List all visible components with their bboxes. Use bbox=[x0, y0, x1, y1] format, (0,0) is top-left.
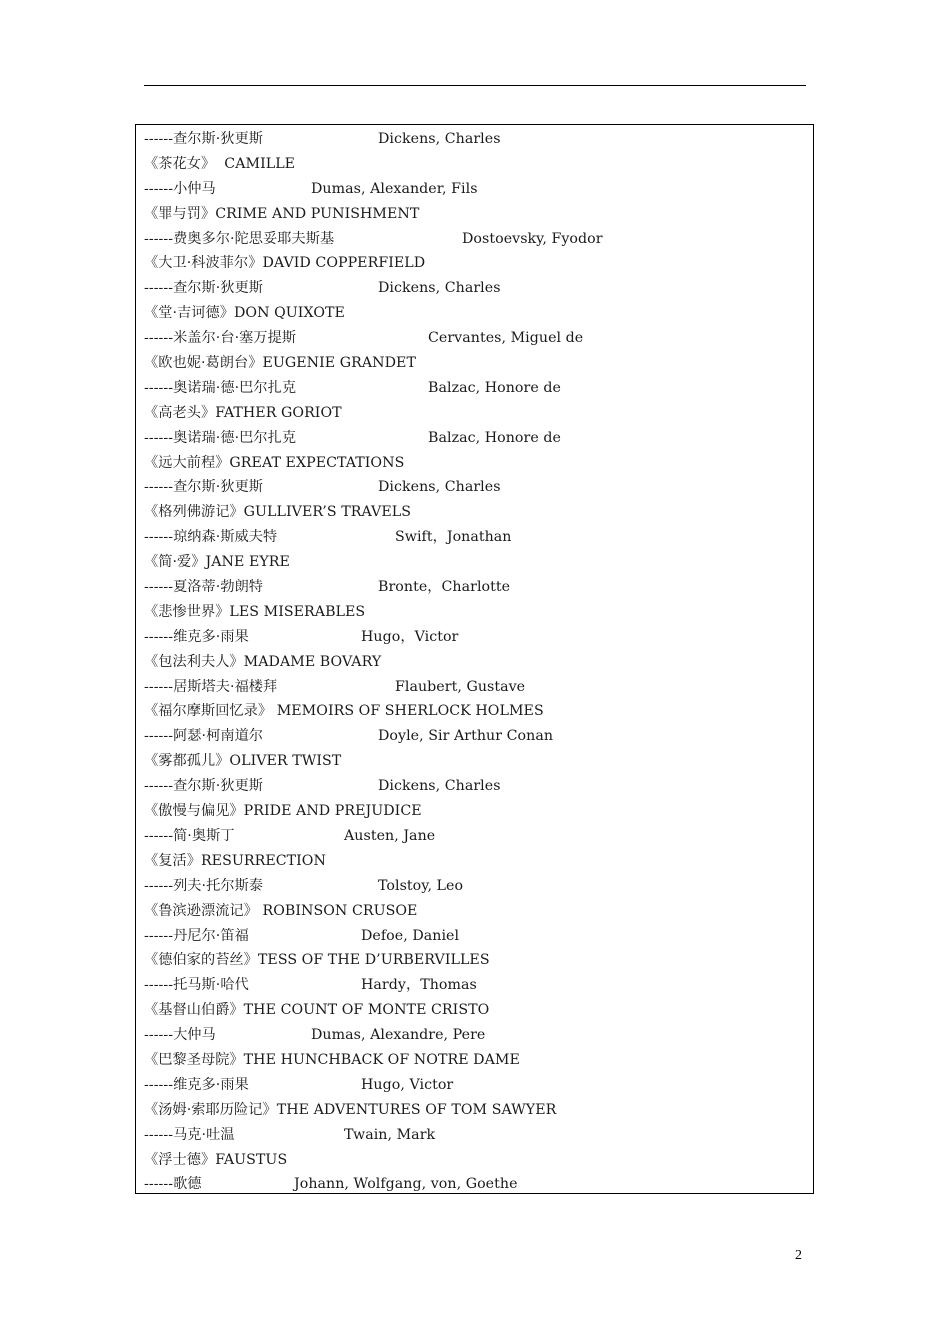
book-list-box bbox=[135, 124, 814, 1194]
author-line bbox=[144, 724, 809, 749]
author-english-name: Hugo，Victor bbox=[361, 628, 459, 645]
author-chinese-name: ------马克·吐温 bbox=[144, 1126, 235, 1143]
author-line bbox=[144, 973, 809, 998]
book-title-line: 《傲慢与偏见》PRIDE AND PREJUDICE bbox=[144, 803, 422, 820]
author-line bbox=[144, 177, 809, 202]
author-line bbox=[144, 475, 809, 500]
author-chinese-name: ------琼纳森·斯威夫特 bbox=[144, 529, 278, 546]
book-title-line: 《浮士德》FAUSTUS bbox=[144, 1151, 288, 1168]
author-line bbox=[144, 575, 809, 600]
author-chinese-name: ------歌德 bbox=[144, 1176, 202, 1193]
author-line bbox=[144, 1172, 809, 1197]
author-line bbox=[144, 376, 809, 401]
author-chinese-name: ------丹尼尔·笛福 bbox=[144, 927, 249, 944]
book-title-line: 《基督山伯爵》THE COUNT OF MONTE CRISTO bbox=[144, 1002, 490, 1019]
book-title-line: 《雾都孤儿》OLIVER TWIST bbox=[144, 753, 342, 770]
author-english-name: Hardy，Thomas bbox=[361, 977, 477, 994]
author-chinese-name: ------查尔斯·狄更斯 bbox=[144, 778, 264, 795]
book-title-line: 《鲁滨逊漂流记》 ROBINSON CRUSOE bbox=[144, 902, 418, 919]
book-title-line: 《巴黎圣母院》THE HUNCHBACK OF NOTRE DAME bbox=[144, 1051, 520, 1068]
author-chinese-name: ------托马斯·哈代 bbox=[144, 977, 249, 994]
author-english-name: Bronte，Charlotte bbox=[378, 579, 511, 596]
header-rule bbox=[144, 85, 806, 86]
author-line bbox=[144, 774, 809, 799]
author-english-name: Dickens, Charles bbox=[378, 778, 501, 795]
book-title-line: 《悲惨世界》LES MISERABLES bbox=[144, 603, 366, 620]
book-list bbox=[144, 127, 809, 1197]
author-line bbox=[144, 1123, 809, 1148]
author-chinese-name: ------费奥多尔·陀思妥耶夫斯基 bbox=[144, 230, 335, 247]
author-english-name: Johann, Wolfgang, von, Goethe bbox=[294, 1176, 518, 1193]
author-chinese-name: ------列夫·托尔斯泰 bbox=[144, 877, 264, 894]
author-english-name: Defoe, Daniel bbox=[361, 927, 460, 944]
author-chinese-name: ------夏洛蒂·勃朗特 bbox=[144, 579, 264, 596]
author-chinese-name: ------查尔斯·狄更斯 bbox=[144, 131, 264, 147]
author-chinese-name: ------简·奥斯丁 bbox=[144, 827, 235, 844]
author-line bbox=[144, 276, 809, 301]
book-title-line: 《包法利夫人》MADAME BOVARY bbox=[144, 653, 382, 670]
author-chinese-name: ------查尔斯·狄更斯 bbox=[144, 280, 264, 297]
author-chinese-name: ------维克多·雨果 bbox=[144, 628, 249, 645]
book-title-line: 《大卫·科波菲尔》DAVID COPPERFIELD bbox=[144, 255, 426, 272]
author-english-name: Cervantes, Miguel de bbox=[428, 330, 584, 347]
author-english-name: Dumas, Alexander, Fils bbox=[311, 180, 478, 197]
author-line bbox=[144, 824, 809, 849]
book-title-line: 《汤姆·索耶历险记》THE ADVENTURES OF TOM SAWYER bbox=[144, 1101, 557, 1118]
author-chinese-name: ------奥诺瑞·德·巴尔扎克 bbox=[144, 429, 297, 446]
author-english-name: Balzac, Honore de bbox=[428, 429, 561, 446]
book-title-line: 《简·爱》JANE EYRE bbox=[144, 554, 290, 571]
author-line bbox=[144, 924, 809, 949]
author-english-name: Flaubert, Gustave bbox=[395, 678, 526, 695]
author-chinese-name: ------查尔斯·狄更斯 bbox=[144, 479, 264, 496]
book-title-line: 《德伯家的苔丝》TESS OF THE D’URBERVILLES bbox=[144, 952, 490, 969]
book-title-line: 《格列佛游记》GULLIVER’S TRAVELS bbox=[144, 504, 411, 521]
author-english-name: Dickens, Charles bbox=[378, 131, 501, 147]
author-line bbox=[144, 227, 809, 252]
author-line bbox=[144, 625, 809, 650]
author-line bbox=[144, 874, 809, 899]
author-line bbox=[144, 326, 809, 351]
author-english-name: Dickens, Charles bbox=[378, 479, 501, 496]
author-line bbox=[144, 127, 809, 152]
author-english-name: Austen, Jane bbox=[344, 827, 436, 844]
author-chinese-name: ------小仲马 bbox=[144, 180, 216, 197]
author-english-name: Dickens, Charles bbox=[378, 280, 501, 297]
author-english-name: Tolstoy, Leo bbox=[378, 877, 464, 894]
book-title-line: 《堂·吉诃德》DON QUIXOTE bbox=[144, 305, 345, 322]
book-title-line: 《欧也妮·葛朗台》EUGENIE GRANDET bbox=[144, 355, 416, 372]
author-english-name: Dostoevsky, Fyodor bbox=[462, 230, 603, 247]
book-title-line: 《福尔摩斯回忆录》 MEMOIRS OF SHERLOCK HOLMES bbox=[144, 703, 544, 720]
author-line bbox=[144, 1073, 809, 1098]
author-line bbox=[144, 675, 809, 700]
author-english-name: Hugo, Victor bbox=[361, 1076, 454, 1093]
author-english-name: Dumas, Alexandre, Pere bbox=[311, 1027, 486, 1044]
author-line bbox=[144, 525, 809, 550]
author-chinese-name: ------维克多·雨果 bbox=[144, 1076, 249, 1093]
book-title-line: 《复活》RESURRECTION bbox=[144, 852, 326, 869]
author-chinese-name: ------大仲马 bbox=[144, 1027, 216, 1044]
book-title-line: 《罪与罚》CRIME AND PUNISHMENT bbox=[144, 205, 420, 222]
author-line bbox=[144, 1023, 809, 1048]
book-title-line: 《远大前程》GREAT EXPECTATIONS bbox=[144, 454, 405, 471]
author-line bbox=[144, 426, 809, 451]
book-title-line: 《茶花女》 CAMILLE bbox=[144, 155, 296, 172]
author-english-name: Doyle, Sir Arthur Conan bbox=[378, 728, 554, 745]
author-english-name: Twain, Mark bbox=[344, 1126, 436, 1143]
author-english-name: Swift，Jonathan bbox=[395, 529, 512, 546]
page-number: 2 bbox=[795, 1248, 802, 1263]
author-chinese-name: ------米盖尔·台·塞万提斯 bbox=[144, 330, 297, 347]
author-chinese-name: ------阿瑟·柯南道尔 bbox=[144, 728, 264, 745]
author-chinese-name: ------奥诺瑞·德·巴尔扎克 bbox=[144, 379, 297, 396]
book-title-line: 《高老头》FATHER GORIOT bbox=[144, 404, 342, 421]
author-chinese-name: ------居斯塔夫·福楼拜 bbox=[144, 678, 278, 695]
author-english-name: Balzac, Honore de bbox=[428, 379, 561, 396]
